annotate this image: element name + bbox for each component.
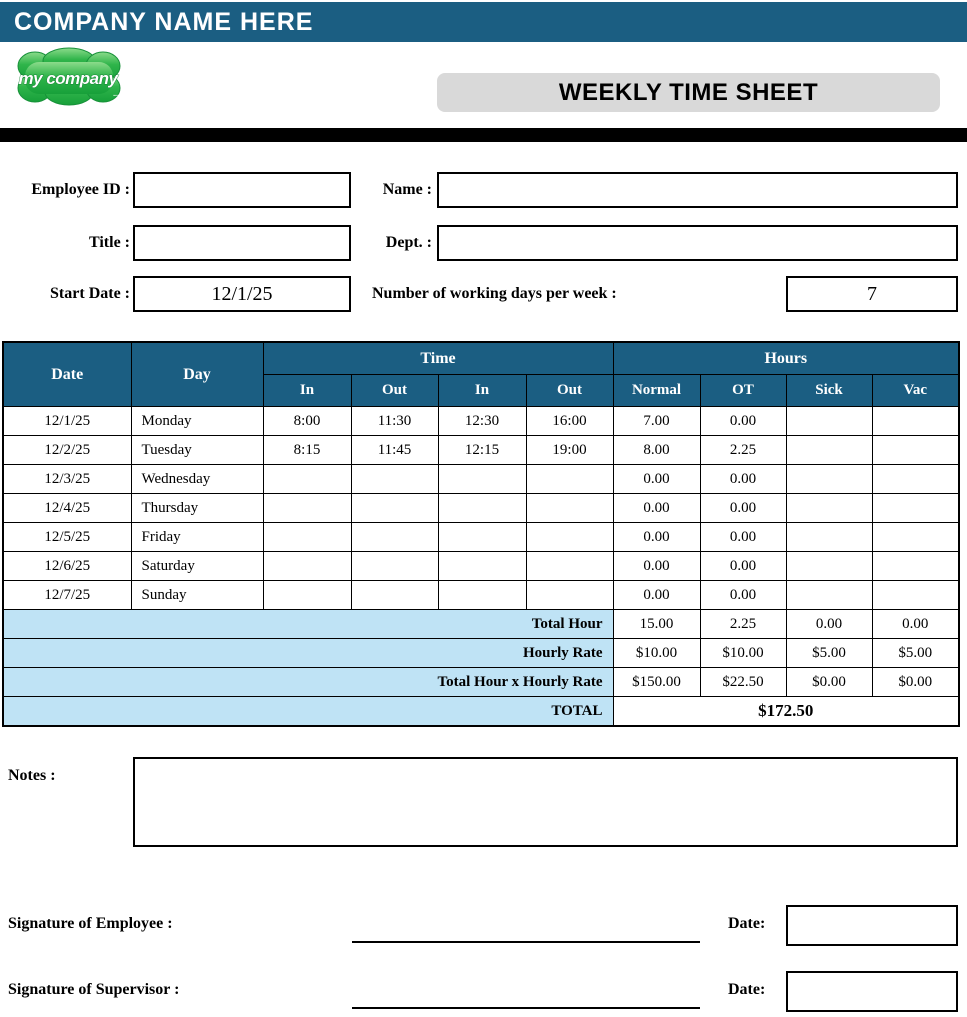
hours-vac-cell[interactable] <box>872 494 959 523</box>
employee-id-field[interactable] <box>133 172 351 208</box>
title-label: Title : <box>88 234 130 251</box>
date-cell: 12/3/25 <box>3 465 131 494</box>
grand-total-value: $172.50 <box>613 697 959 727</box>
total-hour-vac: 0.00 <box>872 610 959 639</box>
time-out2-cell[interactable] <box>526 523 613 552</box>
total-hour-ot: 2.25 <box>700 610 786 639</box>
hours-sick-cell[interactable] <box>786 494 872 523</box>
time-out1-cell[interactable]: 11:45 <box>351 436 438 465</box>
total-hour-sick: 0.00 <box>786 610 872 639</box>
company-header-bar <box>0 2 967 42</box>
company-logo <box>13 46 125 114</box>
total-hour-row <box>3 610 959 639</box>
start-date-value: 12/1/25 <box>211 283 273 305</box>
supervisor-date-label: Date: <box>728 981 766 998</box>
day-cell: Tuesday <box>131 436 263 465</box>
dept-field[interactable] <box>437 225 958 261</box>
time-out1-cell[interactable] <box>351 465 438 494</box>
grand-total-row <box>3 697 959 727</box>
col-header-vac: Vac <box>872 375 959 407</box>
time-in1-cell[interactable]: 8:00 <box>263 407 351 436</box>
logo-text: my company <box>18 69 118 88</box>
time-out1-cell[interactable]: 11:30 <box>351 407 438 436</box>
hours-normal-cell: 0.00 <box>613 465 700 494</box>
page-title: WEEKLY TIME SHEET <box>558 78 819 106</box>
col-group-time: Time <box>263 342 613 375</box>
table-row <box>3 407 959 436</box>
time-out1-cell[interactable] <box>351 494 438 523</box>
hours-normal-cell: 0.00 <box>613 523 700 552</box>
day-cell: Thursday <box>131 494 263 523</box>
employee-signature-line[interactable] <box>352 941 700 943</box>
time-in2-cell[interactable] <box>438 581 526 610</box>
time-in2-cell[interactable]: 12:30 <box>438 407 526 436</box>
col-header-out1: Out <box>351 375 438 407</box>
time-in1-cell[interactable] <box>263 552 351 581</box>
hours-sick-cell[interactable] <box>786 581 872 610</box>
table-row <box>3 494 959 523</box>
start-date-field[interactable] <box>133 276 351 312</box>
date-cell: 12/2/25 <box>3 436 131 465</box>
working-days-value: 7 <box>867 283 877 305</box>
col-group-hours: Hours <box>613 342 959 375</box>
logo-title-row <box>0 42 967 128</box>
employee-signature-label: Signature of Employee : <box>8 915 173 932</box>
time-in2-cell[interactable]: 12:15 <box>438 436 526 465</box>
working-days-label: Number of working days per week : <box>372 285 617 302</box>
table-row <box>3 523 959 552</box>
employee-signature-row <box>0 905 967 947</box>
time-in2-cell[interactable] <box>438 523 526 552</box>
grand-total-label: TOTAL <box>3 697 613 727</box>
date-cell: 12/6/25 <box>3 552 131 581</box>
title-field[interactable] <box>133 225 351 261</box>
time-out2-cell[interactable]: 19:00 <box>526 436 613 465</box>
supervisor-signature-line[interactable] <box>352 1007 700 1009</box>
total-x-rate-sick: $0.00 <box>786 668 872 697</box>
date-cell: 12/4/25 <box>3 494 131 523</box>
hourly-rate-label: Hourly Rate <box>3 639 613 668</box>
hourly-rate-normal[interactable]: $10.00 <box>613 639 700 668</box>
time-out2-cell[interactable]: 16:00 <box>526 407 613 436</box>
col-header-date: Date <box>3 342 131 407</box>
col-header-day: Day <box>131 342 263 407</box>
hourly-rate-row <box>3 639 959 668</box>
day-cell: Wednesday <box>131 465 263 494</box>
time-in1-cell[interactable]: 8:15 <box>263 436 351 465</box>
hours-vac-cell[interactable] <box>872 552 959 581</box>
divider-bar <box>0 128 967 142</box>
time-out1-cell[interactable] <box>351 552 438 581</box>
hours-ot-cell: 2.25 <box>700 436 786 465</box>
company-logo-icon <box>13 46 125 109</box>
day-cell: Saturday <box>131 552 263 581</box>
time-out1-cell[interactable] <box>351 581 438 610</box>
hours-vac-cell[interactable] <box>872 407 959 436</box>
start-date-label: Start Date : <box>50 285 130 302</box>
hours-vac-cell[interactable] <box>872 465 959 494</box>
supervisor-date-field[interactable] <box>786 971 958 1012</box>
col-header-in1: In <box>263 375 351 407</box>
company-name: COMPANY NAME HERE <box>14 7 314 36</box>
table-row <box>3 436 959 465</box>
hours-ot-cell: 0.00 <box>700 552 786 581</box>
total-hour-label: Total Hour <box>3 610 613 639</box>
day-cell: Sunday <box>131 581 263 610</box>
hours-normal-cell: 8.00 <box>613 436 700 465</box>
hours-ot-cell: 0.00 <box>700 407 786 436</box>
date-cell: 12/5/25 <box>3 523 131 552</box>
table-row <box>3 465 959 494</box>
notes-section <box>0 757 967 877</box>
time-out2-cell[interactable] <box>526 581 613 610</box>
hours-sick-cell[interactable] <box>786 552 872 581</box>
date-cell: 12/7/25 <box>3 581 131 610</box>
hours-normal-cell: 0.00 <box>613 581 700 610</box>
col-header-out2: Out <box>526 375 613 407</box>
time-out2-cell[interactable] <box>526 465 613 494</box>
time-in1-cell[interactable] <box>263 465 351 494</box>
hours-sick-cell[interactable] <box>786 436 872 465</box>
day-cell: Monday <box>131 407 263 436</box>
total-x-rate-row <box>3 668 959 697</box>
hours-sick-cell[interactable] <box>786 407 872 436</box>
time-out1-cell[interactable] <box>351 523 438 552</box>
time-out2-cell[interactable] <box>526 552 613 581</box>
col-header-sick: Sick <box>786 375 872 407</box>
hours-sick-cell[interactable] <box>786 465 872 494</box>
total-x-rate-normal: $150.00 <box>613 668 700 697</box>
col-header-normal: Normal <box>613 375 700 407</box>
employee-id-label: Employee ID : <box>31 181 130 198</box>
notes-label: Notes : <box>8 767 56 784</box>
supervisor-signature-row <box>0 971 967 1013</box>
hours-ot-cell: 0.00 <box>700 494 786 523</box>
hours-vac-cell[interactable] <box>872 523 959 552</box>
date-cell: 12/1/25 <box>3 407 131 436</box>
hourly-rate-vac[interactable]: $5.00 <box>872 639 959 668</box>
employee-date-label: Date: <box>728 915 766 932</box>
total-x-rate-ot: $22.50 <box>700 668 786 697</box>
time-in1-cell[interactable] <box>263 523 351 552</box>
hours-ot-cell: 0.00 <box>700 523 786 552</box>
name-field[interactable] <box>437 172 958 208</box>
hourly-rate-sick[interactable]: $5.00 <box>786 639 872 668</box>
name-label: Name : <box>382 181 432 198</box>
sheet-title-banner <box>437 73 940 112</box>
day-cell: Friday <box>131 523 263 552</box>
hours-ot-cell: 0.00 <box>700 581 786 610</box>
time-in1-cell[interactable] <box>263 581 351 610</box>
hours-ot-cell: 0.00 <box>700 465 786 494</box>
time-out2-cell[interactable] <box>526 494 613 523</box>
employee-info-form <box>0 142 967 341</box>
timesheet-table <box>2 341 960 727</box>
working-days-field[interactable] <box>786 276 958 312</box>
dept-label: Dept. : <box>385 234 432 251</box>
hourly-rate-ot[interactable]: $10.00 <box>700 639 786 668</box>
total-hour-normal: 15.00 <box>613 610 700 639</box>
time-in2-cell[interactable] <box>438 494 526 523</box>
hours-normal-cell: 0.00 <box>613 494 700 523</box>
time-in2-cell[interactable] <box>438 552 526 581</box>
hours-sick-cell[interactable] <box>786 523 872 552</box>
hours-vac-cell[interactable] <box>872 436 959 465</box>
table-row <box>3 581 959 610</box>
hours-vac-cell[interactable] <box>872 581 959 610</box>
col-header-in2: In <box>438 375 526 407</box>
hours-normal-cell: 0.00 <box>613 552 700 581</box>
employee-date-field[interactable] <box>786 905 958 946</box>
time-in2-cell[interactable] <box>438 465 526 494</box>
total-x-rate-label: Total Hour x Hourly Rate <box>3 668 613 697</box>
notes-field[interactable] <box>133 757 958 847</box>
supervisor-signature-label: Signature of Supervisor : <box>8 981 180 998</box>
total-x-rate-vac: $0.00 <box>872 668 959 697</box>
time-in1-cell[interactable] <box>263 494 351 523</box>
table-row <box>3 552 959 581</box>
logo-tm-mark: ... <box>113 91 119 98</box>
col-header-ot: OT <box>700 375 786 407</box>
hours-normal-cell: 7.00 <box>613 407 700 436</box>
